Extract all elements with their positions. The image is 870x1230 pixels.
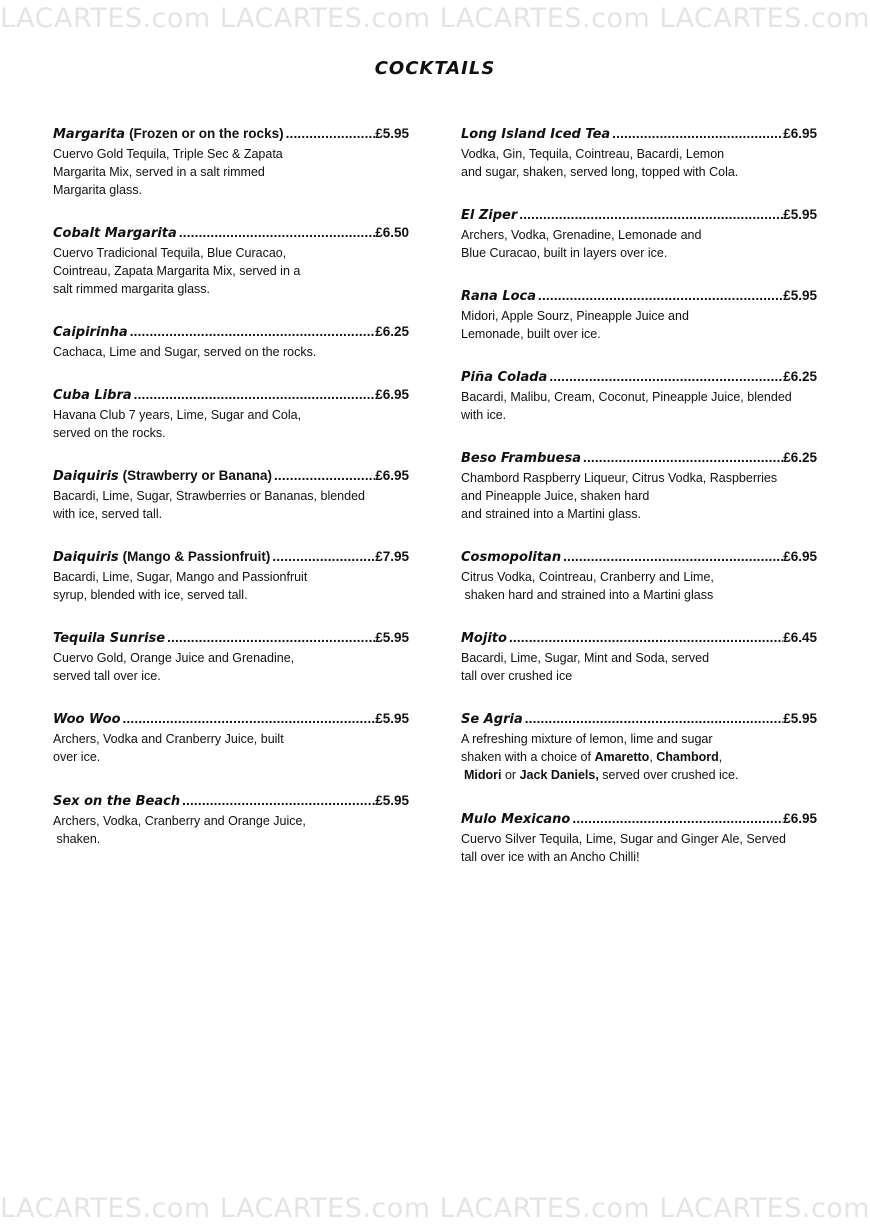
item-header — [53, 323, 409, 342]
item-price: £6.45 — [783, 630, 817, 645]
item-price: £5.95 — [375, 630, 409, 645]
description-line: Cachaca, Lime and Sugar, served on the rocks. — [53, 345, 317, 359]
menu-item-cuba-libra — [53, 386, 409, 442]
item-description — [53, 487, 409, 523]
description-line: syrup, blended with ice, served tall. — [53, 588, 248, 602]
menu-item-woo-woo — [53, 710, 409, 766]
dot-leader — [167, 629, 375, 647]
item-description — [461, 226, 817, 262]
item-header — [53, 224, 409, 243]
item-header — [53, 386, 409, 405]
menu-item-daiquiris-strawberry — [53, 467, 409, 523]
item-name: Mulo Mexicano — [461, 812, 571, 827]
item-name: Se Agria — [461, 712, 523, 727]
dot-leader — [519, 206, 783, 224]
item-description — [53, 343, 409, 361]
item-header — [461, 206, 817, 225]
description-line: Margarita glass. — [53, 183, 142, 197]
watermark-top: LACARTES.com LACARTES.com LACARTES.com LACARTES.com — [0, 3, 870, 34]
description-line: with ice. — [461, 408, 507, 422]
item-price: £6.95 — [375, 387, 409, 402]
description-line: served on the rocks. — [53, 426, 166, 440]
menu-item-el-ziper — [461, 206, 817, 262]
menu-item-se-agria — [461, 710, 817, 784]
menu-item-cosmopolitan — [461, 548, 817, 604]
option-chambord: Chambord — [656, 750, 719, 764]
item-price: £6.25 — [783, 450, 817, 465]
item-description — [53, 649, 409, 685]
description-line: Bacardi, Malibu, Cream, Coconut, Pineapple Juice, blended — [461, 390, 792, 404]
description-line: with ice, served tall. — [53, 507, 163, 521]
item-price: £6.95 — [783, 126, 817, 141]
description-line: and Pineapple Juice, shaken hard — [461, 489, 650, 503]
item-description — [461, 830, 817, 866]
item-header — [53, 548, 409, 567]
item-name: Tequila Sunrise — [53, 631, 166, 646]
item-description — [461, 730, 817, 784]
menu-item-long-island-iced-tea — [461, 125, 817, 181]
description-line: Bacardi, Lime, Sugar, Mango and Passionfruit — [53, 570, 308, 584]
item-header — [461, 710, 817, 729]
item-price: £5.95 — [375, 793, 409, 808]
description-line: Cuervo Tradicional Tequila, Blue Curacao, — [53, 246, 287, 260]
menu-item-sex-on-the-beach — [53, 792, 409, 848]
description-line: Bacardi, Lime, Sugar, Strawberries or Bananas, blended — [53, 489, 365, 503]
menu-item-mulo-mexicano — [461, 810, 817, 866]
item-header — [461, 125, 817, 144]
item-header — [461, 629, 817, 648]
item-header — [53, 629, 409, 648]
item-header — [461, 368, 817, 387]
item-price: £5.95 — [783, 207, 817, 222]
dot-leader — [525, 710, 783, 728]
menu-item-rana-loca — [461, 287, 817, 343]
description-line: Chambord Raspberry Liqueur, Citrus Vodka, Raspberries — [461, 471, 778, 485]
item-description — [53, 145, 409, 199]
description-line: salt rimmed margarita glass. — [53, 282, 210, 296]
item-description — [461, 469, 817, 523]
watermark-bottom: LACARTES.com LACARTES.com LACARTES.com LACARTES.com — [0, 1193, 870, 1224]
description-line: shaken with a choice of Amaretto, Chambord, — [461, 750, 723, 764]
description-line: shaken hard and strained into a Martini glass — [461, 588, 714, 602]
item-price: £6.95 — [375, 468, 409, 483]
item-price: £6.25 — [783, 369, 817, 384]
item-description — [461, 145, 817, 181]
description-line: Margarita Mix, served in a salt rimmed — [53, 165, 265, 179]
item-name: Daiquiris — [53, 550, 119, 565]
dot-leader — [286, 125, 376, 143]
dot-leader — [272, 548, 375, 566]
menu-item-tequila-sunrise — [53, 629, 409, 685]
item-name: El Ziper — [461, 208, 518, 223]
item-price: £5.95 — [375, 126, 409, 141]
dot-leader — [182, 792, 375, 810]
dot-leader — [538, 287, 783, 305]
description-line: Vodka, Gin, Tequila, Cointreau, Bacardi, Lemon — [461, 147, 725, 161]
item-description — [53, 730, 409, 766]
item-price: £6.95 — [783, 549, 817, 564]
option-midori: Midori — [464, 768, 502, 782]
dot-leader — [123, 710, 376, 728]
description-line: Midori, Apple Sourz, Pineapple Juice and — [461, 309, 689, 323]
dot-leader — [509, 629, 783, 647]
description-line: tall over ice with an Ancho Chilli! — [461, 850, 640, 864]
dot-leader — [130, 323, 376, 341]
item-header — [53, 125, 409, 144]
item-header — [53, 710, 409, 729]
item-header — [461, 287, 817, 306]
description-line: Citrus Vodka, Cointreau, Cranberry and Lime, — [461, 570, 714, 584]
item-price: £7.95 — [375, 549, 409, 564]
item-name: Long Island Iced Tea — [461, 127, 611, 142]
dot-leader — [563, 548, 783, 566]
menu-item-caipirinha — [53, 323, 409, 361]
item-name: Caipirinha — [53, 325, 128, 340]
item-name: Margarita — [53, 127, 126, 142]
dot-leader — [612, 125, 783, 143]
item-description — [53, 406, 409, 442]
item-price: £5.95 — [783, 288, 817, 303]
item-header — [461, 449, 817, 468]
menu-item-pina-colada — [461, 368, 817, 424]
description-line: Cuervo Silver Tequila, Lime, Sugar and Ginger Ale, Served — [461, 832, 786, 846]
menu-item-margarita — [53, 125, 409, 199]
description-line: Cuervo Gold Tequila, Triple Sec & Zapata — [53, 147, 283, 161]
item-name: Woo Woo — [53, 712, 121, 727]
description-line: tall over crushed ice — [461, 669, 573, 683]
option-amaretto: Amaretto — [594, 750, 650, 764]
item-description — [461, 388, 817, 424]
item-note: (Mango & Passionfruit) — [122, 549, 271, 564]
description-line: Havana Club 7 years, Lime, Sugar and Cola, — [53, 408, 302, 422]
item-name: Cuba Libra — [53, 388, 132, 403]
description-line: Cointreau, Zapata Margarita Mix, served in a — [53, 264, 301, 278]
description-line: Lemonade, built over ice. — [461, 327, 601, 341]
menu-item-daiquiris-mango — [53, 548, 409, 604]
description-line: Archers, Vodka, Grenadine, Lemonade and — [461, 228, 702, 242]
option-jack-daniels: Jack Daniels, — [519, 768, 599, 782]
item-name: Piña Colada — [461, 370, 548, 385]
item-name: Sex on the Beach — [53, 794, 181, 809]
description-line: Cuervo Gold, Orange Juice and Grenadine, — [53, 651, 295, 665]
item-description — [53, 812, 409, 848]
description-line: shaken. — [53, 832, 101, 846]
dot-leader — [134, 386, 376, 404]
dot-leader — [179, 224, 375, 242]
description-line: A refreshing mixture of lemon, lime and sugar — [461, 732, 713, 746]
item-name: Beso Frambuesa — [461, 451, 581, 466]
item-name: Rana Loca — [461, 289, 537, 304]
description-line: Blue Curacao, built in layers over ice. — [461, 246, 668, 260]
item-description — [53, 244, 409, 298]
page-title: COCKTAILS — [374, 58, 496, 79]
description-line: and strained into a Martini glass. — [461, 507, 641, 521]
menu-item-beso-frambuesa — [461, 449, 817, 523]
item-header — [461, 548, 817, 567]
item-description — [461, 649, 817, 685]
description-line: Midori or Jack Daniels, served over crushed ice. — [464, 768, 739, 782]
dot-leader — [274, 467, 375, 485]
item-price: £6.25 — [375, 324, 409, 339]
item-price: £6.50 — [375, 225, 409, 240]
description-line: Bacardi, Lime, Sugar, Mint and Soda, served — [461, 651, 710, 665]
item-price: £6.95 — [783, 811, 817, 826]
description-line: served tall over ice. — [53, 669, 161, 683]
item-name: Cobalt Margarita — [53, 226, 177, 241]
description-line: Archers, Vodka and Cranberry Juice, built — [53, 732, 284, 746]
item-note: (Frozen or on the rocks) — [129, 126, 284, 141]
dot-leader — [572, 810, 783, 828]
description-line: over ice. — [53, 750, 101, 764]
description-line: Archers, Vodka, Cranberry and Orange Juice, — [53, 814, 306, 828]
dot-leader — [549, 368, 783, 386]
item-name: Daiquiris — [53, 469, 119, 484]
menu-item-mojito — [461, 629, 817, 685]
item-header — [461, 810, 817, 829]
item-name: Mojito — [461, 631, 507, 646]
dot-leader — [583, 449, 783, 467]
item-price: £5.95 — [783, 711, 817, 726]
item-header — [53, 792, 409, 811]
item-note: (Strawberry or Banana) — [122, 468, 272, 483]
item-description — [53, 568, 409, 604]
menu-item-cobalt-margarita — [53, 224, 409, 298]
item-description — [461, 307, 817, 343]
item-header — [53, 467, 409, 486]
item-description — [461, 568, 817, 604]
item-name: Cosmopolitan — [461, 550, 562, 565]
item-price: £5.95 — [375, 711, 409, 726]
description-line: and sugar, shaken, served long, topped with Cola. — [461, 165, 739, 179]
